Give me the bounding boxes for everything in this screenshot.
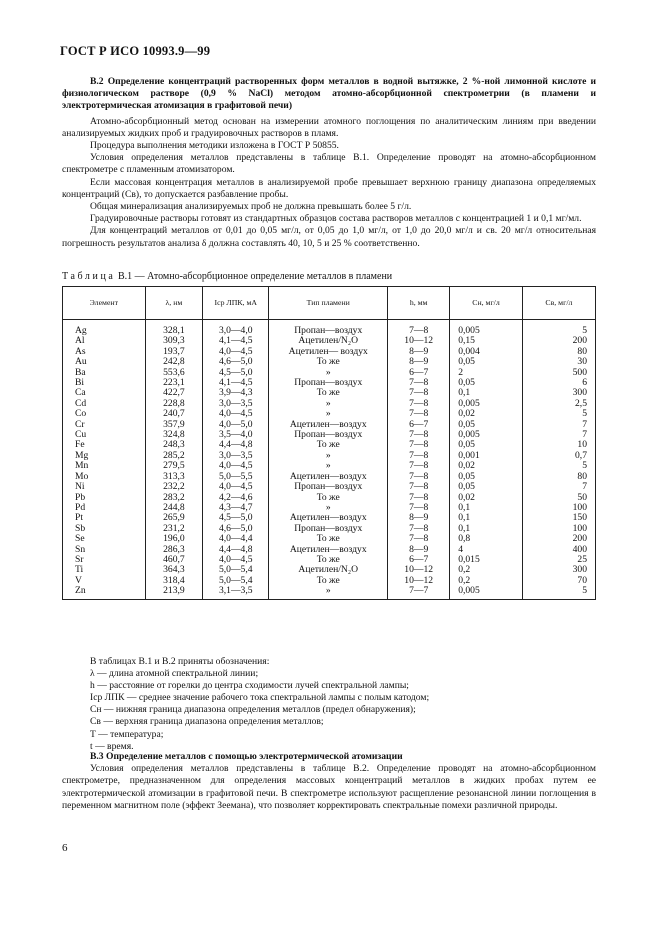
cell-height: 7—8 [388, 399, 450, 409]
table-caption-prefix: Таблица [62, 271, 116, 282]
cell-flame-type: Пропан—воздух [269, 320, 388, 337]
cell-wavelength: 318,4 [145, 576, 203, 586]
cell-element: As [63, 347, 146, 357]
table-caption-text: В.1 — Атомно-абсорбционное определение металлов в пламени [117, 271, 393, 282]
cell-c-upper: 5 [522, 320, 595, 337]
cell-height: 8—9 [388, 513, 450, 523]
cell-height: 10—12 [388, 336, 450, 346]
cell-c-upper: 150 [522, 513, 595, 523]
table-row [63, 320, 596, 337]
cell-flame-type: То же [269, 493, 388, 503]
table-caption [62, 271, 392, 282]
cell-height: 8—9 [388, 347, 450, 357]
note-item: t — время. [90, 740, 134, 752]
cell-element: Pt [63, 513, 146, 523]
section-b2 [62, 76, 596, 250]
cell-c-upper: 400 [522, 545, 595, 555]
document-header: ГОСТ Р ИСО 10993.9—99 [60, 44, 211, 58]
cell-c-upper: 7 [522, 482, 595, 492]
cell-c-upper: 300 [522, 565, 595, 575]
cell-c-upper: 5 [522, 461, 595, 471]
cell-element: Co [63, 409, 146, 419]
cell-element: Fe [63, 440, 146, 450]
cell-c-upper: 100 [522, 503, 595, 513]
cell-wavelength: 357,9 [145, 420, 203, 430]
cell-c-upper: 25 [522, 555, 595, 565]
section-b3-title: B.3 Определение металлов с помощью электротермической атомизации [90, 751, 403, 762]
table-row [63, 586, 596, 599]
cell-flame-type: Ацетилен—воздух [269, 420, 388, 430]
cell-flame-type: » [269, 461, 388, 471]
cell-lamp-current: 3,1—3,5 [203, 586, 269, 599]
cell-c-upper: 5 [522, 586, 595, 599]
cell-flame-type: Ацетилен— воздух [269, 347, 388, 357]
notation-notes [90, 656, 429, 753]
section-b3 [62, 751, 596, 812]
cell-element: V [63, 576, 146, 586]
cell-lamp-current: 3,0—4,0 [203, 320, 269, 337]
cell-wavelength: 193,7 [145, 347, 203, 357]
notes-intro: В таблицах В.1 и В.2 приняты обозначения: [90, 656, 270, 667]
cell-height: 7—8 [388, 388, 450, 398]
cell-element: Se [63, 534, 146, 544]
cell-c-lower: 0,001 [450, 451, 523, 461]
section-b2-paragraph: Если массовая концентрация металлов в анализируемой пробе превышает верхнюю границу диапазона определяемых концентраций (Cв), то допускается разбавление пробы. [62, 176, 596, 200]
cell-element: Mn [63, 461, 146, 471]
cell-flame-type: То же [269, 534, 388, 544]
cell-c-lower: 0,8 [450, 534, 523, 544]
cell-height: 7—8 [388, 430, 450, 440]
cell-element: Ba [63, 368, 146, 378]
cell-wavelength: 286,3 [145, 545, 203, 555]
cell-height: 7—7 [388, 586, 450, 599]
cell-wavelength: 460,7 [145, 555, 203, 565]
cell-flame-type: То же [269, 440, 388, 450]
cell-element: Ag [63, 320, 146, 337]
cell-c-upper: 30 [522, 357, 595, 367]
cell-wavelength: 244,8 [145, 503, 203, 513]
cell-lamp-current: 4,3—4,7 [203, 503, 269, 513]
cell-c-upper: 80 [522, 472, 595, 482]
cell-flame-type: Ацетилен—воздух [269, 545, 388, 555]
cell-flame-type: » [269, 451, 388, 461]
cell-wavelength: 324,8 [145, 430, 203, 440]
cell-wavelength: 213,9 [145, 586, 203, 599]
note-item: λ — длина атомной спектральной линии; [90, 668, 259, 680]
cell-element: Pb [63, 493, 146, 503]
section-b2-paragraph: Для концентраций металлов от 0,01 до 0,05 мг/л, от 0,05 до 1,0 мг/л, от 1,0 до 20,0 мг/л и св. 20 мг/л относительная погрешность результатов анализа δ должна составлять 40, 10, 5 и 25 % соответственно. [62, 225, 596, 249]
cell-wavelength: 265,9 [145, 513, 203, 523]
cell-element: Sn [63, 545, 146, 555]
section-b2-paragraph: Градуировочные растворы готовят из стандартных образцов состава растворов металлов с концентрацией 1 и 0,1 мг/мл. [90, 213, 582, 225]
cell-c-upper: 5 [522, 409, 595, 419]
page-number: 6 [62, 842, 68, 854]
cell-c-lower: 0,2 [450, 576, 523, 586]
cell-wavelength: 422,7 [145, 388, 203, 398]
cell-lamp-current: 5,0—5,4 [203, 565, 269, 575]
cell-element: Bi [63, 378, 146, 388]
cell-height: 6—7 [388, 420, 450, 430]
cell-element: Mg [63, 451, 146, 461]
cell-element: Sb [63, 524, 146, 534]
cell-wavelength: 364,3 [145, 565, 203, 575]
cell-c-lower: 0,1 [450, 503, 523, 513]
cell-lamp-current: 4,4—4,8 [203, 545, 269, 555]
cell-height: 7—8 [388, 461, 450, 471]
cell-flame-type: » [269, 409, 388, 419]
cell-height: 8—9 [388, 545, 450, 555]
cell-c-lower: 0,1 [450, 513, 523, 523]
section-b3-paragraph: Условия определения металлов представлены в таблице В.2. Определение проводят на атомно-абсорбционном спектрометре, предназначенном для определения массовых концентраций металлов в жидких пробах путем ее электротермической атомизации в графитовой печи. В спектрометре используют расщепление резонансной линии поглощения в переменном магнитном поле (эффект Зеемана), что позволяет корректировать спектральные помехи различной природы. [62, 763, 596, 811]
cell-lamp-current: 4,5—5,0 [203, 513, 269, 523]
cell-flame-type: Пропан—воздух [269, 524, 388, 534]
cell-c-upper: 200 [522, 336, 595, 346]
cell-c-lower: 0,2 [450, 565, 523, 575]
cell-wavelength: 309,3 [145, 336, 203, 346]
cell-element: Au [63, 357, 146, 367]
cell-c-upper: 100 [522, 524, 595, 534]
cell-lamp-current: 4,0—4,5 [203, 347, 269, 357]
cell-flame-type: То же [269, 555, 388, 565]
cell-c-lower: 0,02 [450, 461, 523, 471]
cell-lamp-current: 4,0—4,5 [203, 409, 269, 419]
col-header-height: h, мм [388, 287, 450, 320]
note-item: T — температура; [90, 728, 164, 740]
cell-lamp-current: 5,0—5,5 [203, 472, 269, 482]
cell-wavelength: 223,1 [145, 378, 203, 388]
cell-wavelength: 285,2 [145, 451, 203, 461]
note-item: h — расстояние от горелки до центра сходимости лучей спектральной лампы; [90, 680, 409, 692]
cell-element: Mo [63, 472, 146, 482]
cell-wavelength: 196,0 [145, 534, 203, 544]
cell-flame-type: » [269, 586, 388, 599]
cell-c-lower: 0,02 [450, 409, 523, 419]
cell-wavelength: 279,5 [145, 461, 203, 471]
cell-c-upper: 0,7 [522, 451, 595, 461]
cell-element: Ti [63, 565, 146, 575]
section-b2-title: B.2 Определение концентраций растворенных форм металлов в водной вытяжке, 2 %-ной лимонной кислоте и физиологическом растворе (0,9 % NaCl) методом атомно-абсорбционной спектрометрии (в пламени и электротермическая атомизация в графитовой печи) [62, 76, 596, 112]
cell-c-lower: 4 [450, 545, 523, 555]
section-b2-paragraph: Условия определения металлов представлены в таблице В.1. Определение проводят на атомно-абсорбционном спектрометре с пламенным атомизатором. [62, 152, 596, 176]
cell-height: 7—8 [388, 493, 450, 503]
cell-element: Cr [63, 420, 146, 430]
cell-flame-type: То же [269, 357, 388, 367]
cell-c-lower: 0,05 [450, 440, 523, 450]
cell-flame-type: Ацетилен/N₂O [269, 565, 388, 575]
cell-height: 10—12 [388, 576, 450, 586]
cell-height: 7—8 [388, 503, 450, 513]
cell-lamp-current: 4,1—4,5 [203, 378, 269, 388]
cell-element: Zn [63, 586, 146, 599]
cell-c-lower: 0,1 [450, 388, 523, 398]
section-b2-paragraph: Общая минерализация анализируемых проб не должна превышать более 5 г/л. [90, 201, 412, 213]
cell-height: 10—12 [388, 565, 450, 575]
cell-wavelength: 242,8 [145, 357, 203, 367]
cell-flame-type: Пропан—воздух [269, 430, 388, 440]
cell-element: Cu [63, 430, 146, 440]
cell-wavelength: 553,6 [145, 368, 203, 378]
col-header-c-lower: Cн, мг/л [450, 287, 523, 320]
cell-flame-type: Ацетилен—воздух [269, 513, 388, 523]
col-header-c-upper: Cв, мг/л [522, 287, 595, 320]
cell-c-lower: 0,1 [450, 524, 523, 534]
cell-c-upper: 80 [522, 347, 595, 357]
cell-lamp-current: 3,9—4,3 [203, 388, 269, 398]
cell-lamp-current: 3,0—3,5 [203, 451, 269, 461]
cell-lamp-current: 4,2—4,6 [203, 493, 269, 503]
col-header-flame-type: Тип пламени [269, 287, 388, 320]
cell-wavelength: 228,8 [145, 399, 203, 409]
cell-c-upper: 50 [522, 493, 595, 503]
cell-element: Pd [63, 503, 146, 513]
cell-height: 7—8 [388, 320, 450, 337]
cell-flame-type: » [269, 503, 388, 513]
cell-flame-type: Пропан—воздух [269, 378, 388, 388]
cell-c-upper: 300 [522, 388, 595, 398]
cell-element: Ni [63, 482, 146, 492]
cell-c-lower: 0,05 [450, 357, 523, 367]
col-header-wavelength: λ, нм [145, 287, 203, 320]
cell-c-upper: 7 [522, 430, 595, 440]
cell-lamp-current: 4,4—4,8 [203, 440, 269, 450]
col-header-element: Элемент [63, 287, 146, 320]
cell-c-lower: 0,005 [450, 399, 523, 409]
cell-height: 7—8 [388, 451, 450, 461]
cell-lamp-current: 4,0—4,5 [203, 482, 269, 492]
note-item: Iср ЛПК — среднее значение рабочего тока спектральной лампы с полым катодом; [90, 692, 430, 704]
cell-flame-type: » [269, 368, 388, 378]
cell-wavelength: 313,3 [145, 472, 203, 482]
cell-c-lower: 0,05 [450, 482, 523, 492]
note-item: Cн — нижняя граница диапазона определения металлов (предел обнаружения); [90, 704, 416, 716]
cell-c-lower: 0,004 [450, 347, 523, 357]
cell-c-lower: 0,005 [450, 320, 523, 337]
table-row [63, 534, 596, 544]
cell-lamp-current: 4,6—5,0 [203, 357, 269, 367]
cell-c-upper: 2,5 [522, 399, 595, 409]
cell-element: Al [63, 336, 146, 346]
cell-wavelength: 328,1 [145, 320, 203, 337]
section-b2-paragraph: Атомно-абсорбционный метод основан на измерении атомного поглощения по аналитическим линиям при введении анализируемых жидких проб и градуировочных растворов в пламя. [62, 115, 596, 139]
cell-lamp-current: 3,5—4,0 [203, 430, 269, 440]
cell-lamp-current: 4,0—4,5 [203, 555, 269, 565]
cell-lamp-current: 4,0—4,5 [203, 461, 269, 471]
cell-c-lower: 0,15 [450, 336, 523, 346]
cell-c-lower: 0,005 [450, 430, 523, 440]
cell-height: 7—8 [388, 472, 450, 482]
cell-flame-type: Пропан—воздух [269, 482, 388, 492]
cell-lamp-current: 4,0—4,4 [203, 534, 269, 544]
cell-lamp-current: 4,1—4,5 [203, 336, 269, 346]
col-header-lamp-current: Iср ЛПК, мА [203, 287, 269, 320]
cell-c-upper: 7 [522, 420, 595, 430]
cell-lamp-current: 4,0—5,0 [203, 420, 269, 430]
cell-height: 7—8 [388, 378, 450, 388]
cell-c-lower: 0,015 [450, 555, 523, 565]
cell-wavelength: 240,7 [145, 409, 203, 419]
metals-table [62, 286, 596, 600]
cell-height: 7—8 [388, 440, 450, 450]
cell-c-lower: 0,02 [450, 493, 523, 503]
cell-flame-type: » [269, 399, 388, 409]
cell-height: 7—8 [388, 409, 450, 419]
cell-flame-type: Ацетилен/N₂O [269, 336, 388, 346]
cell-height: 7—8 [388, 534, 450, 544]
cell-wavelength: 231,2 [145, 524, 203, 534]
section-b2-paragraph: Процедура выполнения методики изложена в ГОСТ Р 50855. [90, 140, 339, 152]
cell-height: 7—8 [388, 524, 450, 534]
cell-height: 8—9 [388, 357, 450, 367]
cell-c-lower: 0,05 [450, 378, 523, 388]
cell-flame-type: Ацетилен—воздух [269, 472, 388, 482]
cell-wavelength: 283,2 [145, 493, 203, 503]
table-body [63, 320, 596, 600]
cell-c-upper: 200 [522, 534, 595, 544]
cell-lamp-current: 4,6—5,0 [203, 524, 269, 534]
cell-element: Ca [63, 388, 146, 398]
cell-flame-type: То же [269, 576, 388, 586]
cell-c-upper: 70 [522, 576, 595, 586]
cell-c-upper: 500 [522, 368, 595, 378]
cell-c-lower: 0,05 [450, 420, 523, 430]
cell-flame-type: То же [269, 388, 388, 398]
cell-c-lower: 0,05 [450, 472, 523, 482]
cell-lamp-current: 4,5—5,0 [203, 368, 269, 378]
cell-c-upper: 6 [522, 378, 595, 388]
cell-height: 7—8 [388, 482, 450, 492]
cell-lamp-current: 5,0—5,4 [203, 576, 269, 586]
cell-wavelength: 248,3 [145, 440, 203, 450]
note-item: Cв — верхняя граница диапазона определения металлов; [90, 716, 324, 728]
cell-c-lower: 0,005 [450, 586, 523, 599]
table-row [63, 482, 596, 492]
cell-lamp-current: 3,0—3,5 [203, 399, 269, 409]
cell-wavelength: 232,2 [145, 482, 203, 492]
table-header-row [63, 287, 596, 320]
cell-c-upper: 10 [522, 440, 595, 450]
cell-height: 6—7 [388, 555, 450, 565]
cell-c-lower: 2 [450, 368, 523, 378]
cell-height: 6—7 [388, 368, 450, 378]
cell-element: Cd [63, 399, 146, 409]
cell-element: Sr [63, 555, 146, 565]
